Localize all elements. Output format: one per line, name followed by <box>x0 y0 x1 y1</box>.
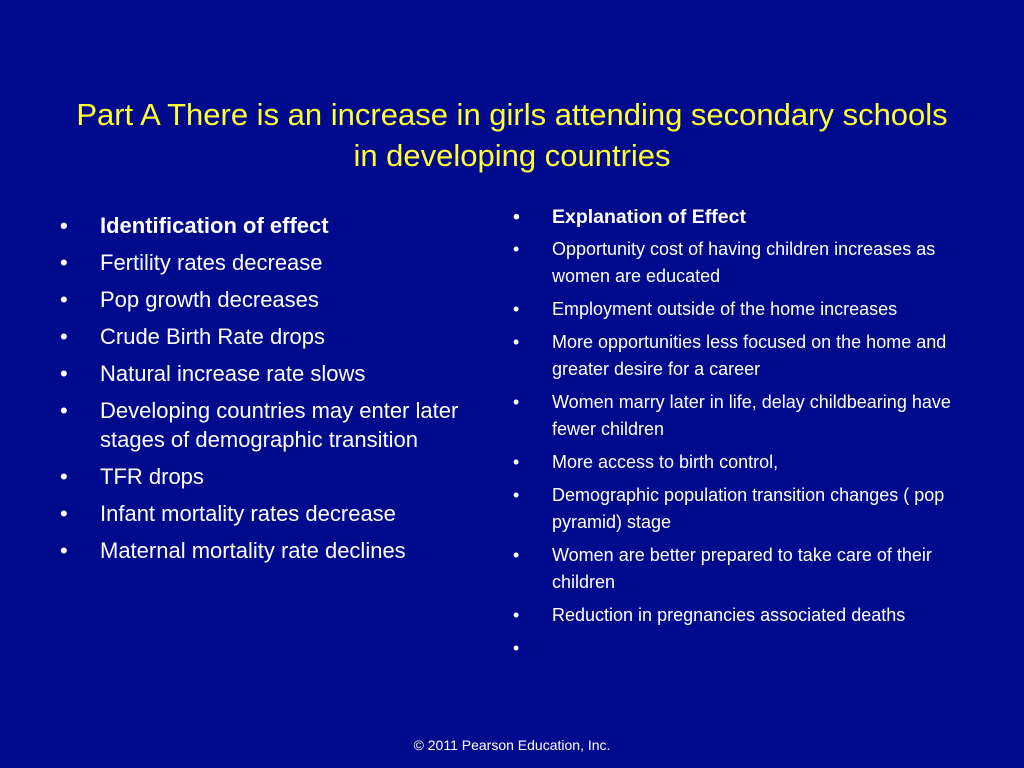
explanation-heading: Explanation of Effect <box>552 206 746 228</box>
identification-heading: Identification of effect <box>100 213 329 238</box>
empty-list-item <box>513 635 963 662</box>
list-item <box>60 462 480 491</box>
list-item <box>513 236 963 290</box>
list-item-text: Developing countries may enter later stages of demographic transition <box>100 398 459 452</box>
bullet: • <box>60 250 68 275</box>
list-item-text: Women marry later in life, delay childbearing have fewer children <box>552 392 951 439</box>
bullet: • <box>513 239 520 259</box>
bullet: • <box>60 361 68 386</box>
list-item-text: Demographic population transition changes ( pop pyramid) stage <box>552 485 945 532</box>
list-item <box>513 449 963 476</box>
list-item-text: Crude Birth Rate drops <box>100 324 325 349</box>
list-heading <box>60 211 480 240</box>
bullet: • <box>60 324 68 349</box>
bullet: • <box>513 545 520 565</box>
bullet: • <box>60 538 68 563</box>
bullet: • <box>513 299 520 319</box>
bullet: • <box>513 452 520 472</box>
bullet: • <box>513 638 520 658</box>
bullet: • <box>513 206 520 228</box>
list-item-text: Maternal mortality rate declines <box>100 538 406 563</box>
bullet: • <box>60 213 68 238</box>
list-item <box>513 329 963 383</box>
list-item-text: Women are better prepared to take care of their children <box>552 545 932 592</box>
list-item-text: Pop growth decreases <box>100 287 319 312</box>
list-item-text: Natural increase rate slows <box>100 361 366 386</box>
list-item <box>513 389 963 443</box>
list-item <box>513 602 963 629</box>
slide-title: Part A There is an increase in girls attending secondary schools in developing countries <box>76 97 948 173</box>
list-item-text: TFR drops <box>100 464 204 489</box>
list-item-text: Opportunity cost of having children increases as women are educated <box>552 239 936 286</box>
bullet: • <box>513 332 520 352</box>
list-item <box>60 322 480 351</box>
bullet: • <box>60 501 68 526</box>
list-item-text: More opportunities less focused on the home and greater desire for a career <box>552 332 947 379</box>
list-heading <box>513 203 963 232</box>
list-item <box>60 499 480 528</box>
bullet: • <box>60 398 68 423</box>
list-item <box>513 542 963 596</box>
list-item <box>513 296 963 323</box>
list-item-text: More access to birth control, <box>552 452 779 472</box>
list-item <box>60 285 480 314</box>
list-item <box>513 482 963 536</box>
list-item <box>60 536 480 565</box>
copyright-footer: © 2011 Pearson Education, Inc. <box>413 737 611 753</box>
bullet: • <box>60 464 68 489</box>
bullet: • <box>513 605 520 625</box>
list-item-text: Infant mortality rates decrease <box>100 501 396 526</box>
bullet: • <box>513 392 520 412</box>
bullet: • <box>513 485 520 505</box>
list-item-text: Employment outside of the home increases <box>552 299 898 319</box>
list-item <box>60 359 480 388</box>
identification-list <box>60 211 480 573</box>
explanation-list <box>513 203 963 668</box>
list-item-text: Reduction in pregnancies associated deaths <box>552 605 906 625</box>
list-item <box>60 396 480 454</box>
bullet: • <box>60 287 68 312</box>
list-item-text: Fertility rates decrease <box>100 250 323 275</box>
list-item <box>60 248 480 277</box>
